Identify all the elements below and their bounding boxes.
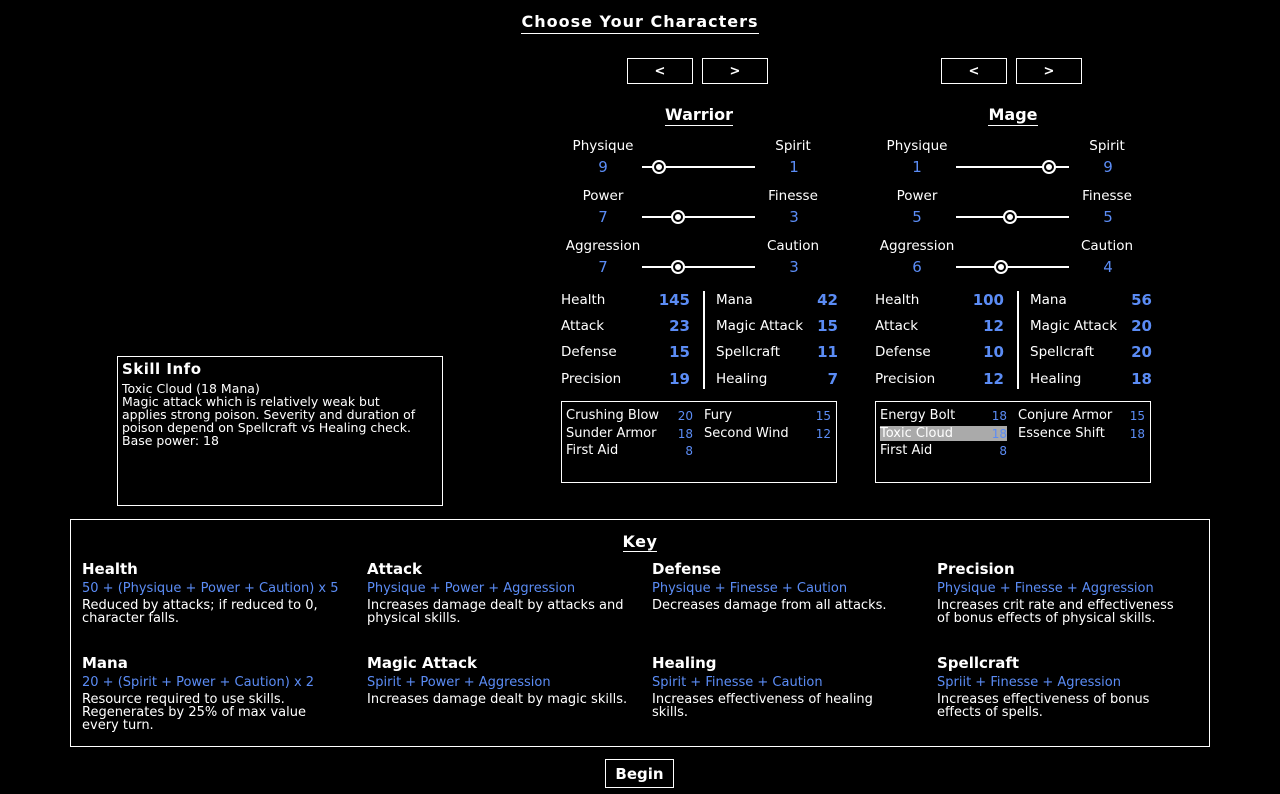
stat-label: Defense [561, 344, 617, 360]
page-title-wrap [0, 12, 1280, 31]
stat-label: Spellcraft [1030, 344, 1094, 360]
key-entry [367, 560, 637, 625]
stat-right-label: Spirit [1089, 138, 1125, 154]
stat-right-value: 4 [1103, 258, 1113, 276]
skill-info-heading: Skill Info [122, 360, 202, 378]
page-title: Choose Your Characters [521, 12, 758, 34]
key-entry-name: Attack [367, 560, 422, 578]
stat-value: 20 [1131, 317, 1152, 335]
stat-value: 12 [983, 370, 1004, 388]
key-title-wrap [71, 532, 1209, 551]
key-title: Key [622, 532, 658, 551]
slider-handle[interactable] [671, 210, 685, 224]
stat-left-value: 6 [912, 258, 922, 276]
slider-handle[interactable] [671, 260, 685, 274]
skill-info-body: Magic attack which is relatively weak but applies strong poison. Severity and duration of poison depend on Spellcraft vs Healing check. Base power: 18 [122, 394, 416, 448]
stat-value: 145 [658, 291, 690, 309]
skill-cost: 20 [677, 409, 693, 423]
key-entry-description: Decreases damage from all attacks. [652, 598, 887, 613]
stat-value: 10 [983, 343, 1004, 361]
stat-slider[interactable] [956, 259, 1069, 275]
skill-item[interactable]: Energy Bolt [880, 408, 956, 423]
key-entry-formula: Spirit + Power + Aggression [367, 675, 551, 690]
stat-label: Health [561, 292, 606, 308]
stat-label: Health [875, 292, 920, 308]
key-entry-description: Increases effectiveness of healing skills. [652, 692, 873, 720]
stat-left-label: Physique [886, 138, 948, 154]
key-entry-name: Precision [937, 560, 1015, 578]
stat-slider[interactable] [642, 259, 755, 275]
stat-right-value: 3 [789, 208, 799, 226]
slider-track [642, 266, 755, 268]
stat-right-label: Caution [766, 238, 820, 254]
skill-item[interactable]: Toxic Cloud [880, 426, 1007, 441]
warrior-prev-button[interactable]: < [627, 58, 693, 84]
skill-item[interactable]: Fury [704, 408, 733, 423]
stat-value: 100 [972, 291, 1004, 309]
stat-label: Attack [875, 318, 919, 334]
stat-slider[interactable] [642, 159, 755, 175]
skill-item[interactable]: Crushing Blow [566, 408, 660, 423]
key-entry [652, 654, 922, 719]
stat-value: 56 [1131, 291, 1152, 309]
key-entry-formula: Spriit + Finesse + Agression [937, 675, 1121, 690]
stats-divider [1017, 291, 1019, 389]
stat-value: 15 [817, 317, 838, 335]
stat-label: Attack [561, 318, 605, 334]
stat-left-value: 1 [912, 158, 922, 176]
warrior-next-button[interactable]: > [702, 58, 768, 84]
slider-track [956, 266, 1069, 268]
key-entry-formula: 50 + (Physique + Power + Caution) x 5 [82, 581, 339, 596]
stat-value: 12 [983, 317, 1004, 335]
stat-label: Precision [561, 371, 622, 387]
key-entry-description: Increases damage dealt by attacks and physical skills. [367, 598, 624, 626]
key-entry [652, 560, 922, 612]
key-entry [937, 654, 1207, 719]
key-entry-formula: Physique + Finesse + Aggression [937, 581, 1154, 596]
stat-left-label: Physique [572, 138, 634, 154]
skill-cost: 18 [677, 426, 693, 441]
stat-label: Healing [716, 371, 768, 387]
stat-slider[interactable] [956, 159, 1069, 175]
key-entry-description: Increases damage dealt by magic skills. [367, 692, 628, 707]
skill-cost: 18 [991, 426, 1007, 441]
stat-value: 23 [669, 317, 690, 335]
key-entry [82, 560, 352, 625]
skill-cost: 18 [1129, 426, 1145, 441]
stat-left-label: Power [582, 188, 624, 204]
stat-value: 15 [669, 343, 690, 361]
key-entry-formula: Physique + Power + Aggression [367, 581, 576, 596]
key-entry-name: Health [82, 560, 138, 578]
slider-handle[interactable] [652, 160, 666, 174]
skill-item[interactable]: Essence Shift [1018, 425, 1105, 441]
key-panel [70, 519, 1210, 747]
stat-right-value: 3 [789, 258, 799, 276]
key-entry-description: Resource required to use skills. Regenerates by 25% of max value every turn. [82, 692, 306, 733]
mage-next-button[interactable]: > [1016, 58, 1082, 84]
mage-name-wrap [913, 105, 1113, 124]
key-entry [937, 560, 1207, 625]
skill-item[interactable]: First Aid [566, 443, 619, 458]
character-name: Warrior [664, 105, 734, 124]
skill-info-panel [117, 356, 443, 506]
stat-value: 19 [669, 370, 690, 388]
stat-left-value: 7 [598, 258, 608, 276]
key-entry-name: Healing [652, 654, 717, 672]
skill-cost: 12 [815, 426, 831, 441]
key-entry-name: Mana [82, 654, 128, 672]
stat-label: Magic Attack [716, 318, 804, 334]
slider-handle[interactable] [994, 260, 1008, 274]
stat-label: Defense [875, 344, 931, 360]
skill-cost: 18 [991, 409, 1007, 423]
skill-item[interactable]: First Aid [880, 443, 933, 458]
slider-handle[interactable] [1042, 160, 1056, 174]
stat-value: 7 [827, 370, 838, 388]
stat-left-value: 7 [598, 208, 608, 226]
stat-left-value: 5 [912, 208, 922, 226]
key-entry-description: Increases crit rate and effectiveness of bonus effects of physical skills. [937, 598, 1174, 626]
stat-value: 18 [1131, 370, 1152, 388]
stat-left-label: Aggression [879, 238, 955, 254]
skill-cost: 15 [1129, 409, 1145, 423]
stat-right-value: 5 [1103, 208, 1113, 226]
stat-right-label: Caution [1080, 238, 1134, 254]
key-entry-formula: Spirit + Finesse + Caution [652, 675, 823, 690]
stat-value: 42 [817, 291, 838, 309]
stat-left-label: Power [896, 188, 938, 204]
stat-label: Precision [875, 371, 936, 387]
slider-handle[interactable] [1003, 210, 1017, 224]
stat-value: 11 [817, 343, 838, 361]
stat-right-value: 9 [1103, 158, 1113, 176]
stat-slider[interactable] [642, 209, 755, 225]
mage-prev-button[interactable]: < [941, 58, 1007, 84]
slider-track [642, 216, 755, 218]
key-entry-name: Magic Attack [367, 654, 477, 672]
key-entry [367, 654, 637, 706]
skill-info-title: Toxic Cloud (18 Mana) [122, 381, 260, 396]
warrior-name-wrap [599, 105, 799, 124]
skill-item[interactable]: Sunder Armor [566, 425, 657, 441]
key-entry [82, 654, 352, 732]
stat-right-label: Spirit [775, 138, 811, 154]
key-entry-description: Reduced by attacks; if reduced to 0, character falls. [82, 598, 318, 626]
stat-left-label: Aggression [565, 238, 641, 254]
key-entry-name: Spellcraft [937, 654, 1020, 672]
skill-item[interactable]: Conjure Armor [1018, 408, 1113, 423]
stat-right-value: 1 [789, 158, 799, 176]
stat-label: Spellcraft [716, 344, 780, 360]
key-entry-description: Increases effectiveness of bonus effects of spells. [937, 692, 1150, 720]
stat-right-label: Finesse [768, 188, 818, 204]
stat-label: Mana [716, 292, 753, 308]
stat-right-label: Finesse [1082, 188, 1132, 204]
character-name: Mage [988, 105, 1038, 124]
begin-button[interactable]: Begin [605, 759, 674, 788]
stat-left-value: 9 [598, 158, 608, 176]
skill-cost: 15 [815, 409, 831, 423]
key-entry-formula: 20 + (Spirit + Power + Caution) x 2 [82, 675, 315, 690]
key-entry-name: Defense [652, 560, 722, 578]
stats-divider [703, 291, 705, 389]
stat-label: Magic Attack [1030, 318, 1118, 334]
skill-cost: 8 [999, 444, 1007, 458]
stat-value: 20 [1131, 343, 1152, 361]
stat-label: Healing [1030, 371, 1082, 387]
key-entry-formula: Physique + Finesse + Caution [652, 581, 848, 596]
stat-label: Mana [1030, 292, 1067, 308]
stat-slider[interactable] [956, 209, 1069, 225]
skill-cost: 8 [685, 444, 693, 458]
skill-item[interactable]: Second Wind [704, 425, 789, 441]
